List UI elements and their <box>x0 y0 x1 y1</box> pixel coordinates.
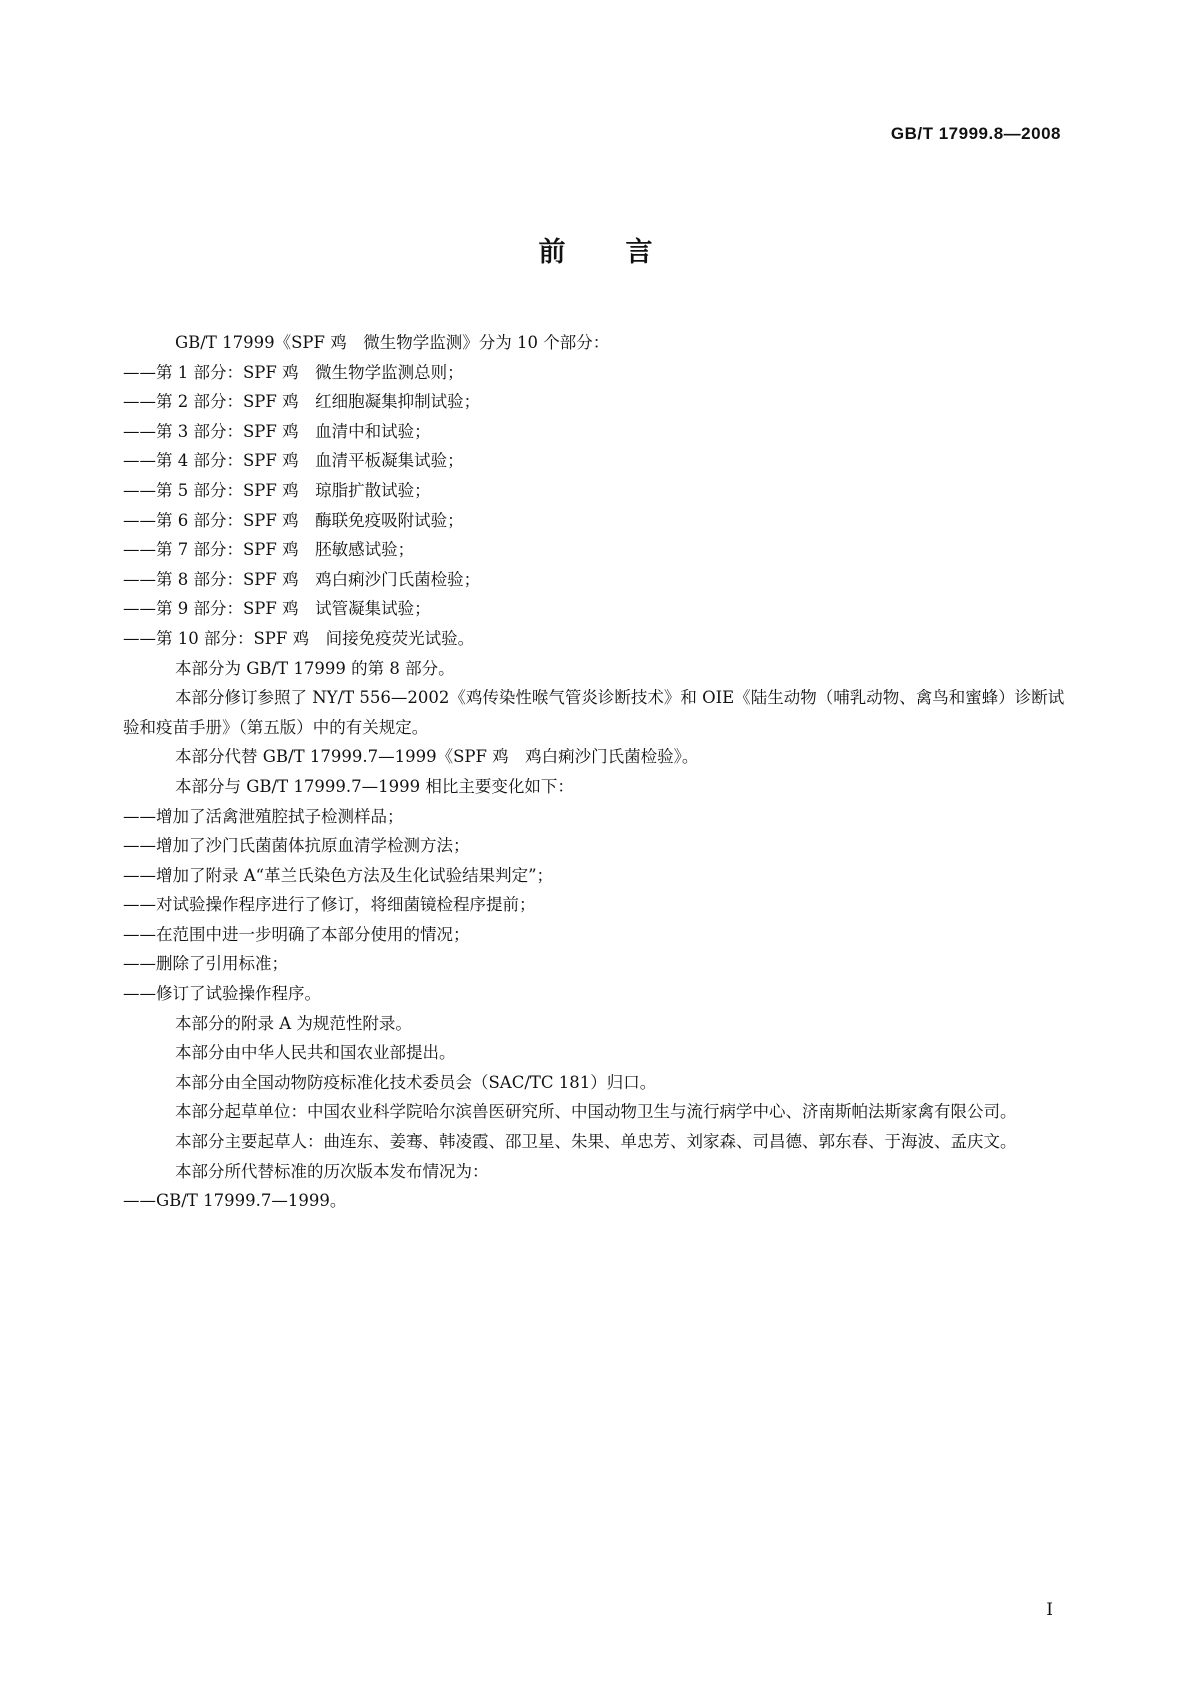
intro-paragraph: GB/T 17999《SPF 鸡 微生物学监测》分为 10 个部分： <box>175 333 610 352</box>
drafters-paragraph: 本部分主要起草人：曲连东、姜骞、韩凌霞、邵卫星、朱果、单忠芳、刘家森、司昌德、郭东春、于海波、孟庆文。 <box>175 1132 1017 1152</box>
change-list-item: ——修订了试验操作程序。 <box>123 984 321 1004</box>
standard-number: GB/T 17999.8—2008 <box>890 124 1061 143</box>
part-list-item: ——第 5 部分：SPF 鸡 琼脂扩散试验； <box>123 480 431 500</box>
history-intro-paragraph: 本部分所代替标准的历次版本发布情况为： <box>175 1161 489 1181</box>
change-list-item: ——增加了活禽泄殖腔拭子检测样品； <box>123 806 404 826</box>
part-list-item: ——第 6 部分：SPF 鸡 酶联免疫吸附试验； <box>123 510 464 530</box>
change-list-item: ——增加了沙门氏菌菌体抗原血清学检测方法； <box>123 836 470 856</box>
change-list-item: ——删除了引用标准； <box>123 954 288 974</box>
changes-intro-paragraph: 本部分与 GB/T 17999.7—1999 相比主要变化如下： <box>175 776 574 796</box>
part-list-item: ——第 7 部分：SPF 鸡 胚敏感试验； <box>123 540 415 560</box>
part-list-item: ——第 3 部分：SPF 鸡 血清中和试验； <box>123 421 431 441</box>
reference-paragraph: 本部分修订参照了 NY/T 556—2002《鸡传染性喉气管炎诊断技术》和 OIE《陆生动物（哺乳动物、禽鸟和蜜蜂）诊断试验和疫苗手册》（第五版）中的有关规定。 <box>123 688 1065 737</box>
change-list-item: ——在范围中进一步明确了本部分使用的情况； <box>123 924 470 944</box>
history-list-item: ——GB/T 17999.7—1999。 <box>123 1191 347 1211</box>
part-list-item: ——第 10 部分：SPF 鸡 间接免疫荧光试验。 <box>123 628 475 648</box>
change-list-item: ——增加了附录 A“革兰氏染色方法及生化试验结果判定”； <box>123 865 554 885</box>
page-title: 前言 <box>538 237 713 268</box>
proposed-paragraph: 本部分由中华人民共和国农业部提出。 <box>175 1043 456 1063</box>
part-of-paragraph: 本部分为 GB/T 17999 的第 8 部分。 <box>175 658 455 678</box>
part-list-item: ——第 1 部分：SPF 鸡 微生物学监测总则； <box>123 362 464 382</box>
part-list-item: ——第 9 部分：SPF 鸡 试管凝集试验； <box>123 599 431 619</box>
change-list-item: ——对试验操作程序进行了修订，将细菌镜检程序提前； <box>123 895 536 915</box>
part-list-item: ——第 2 部分：SPF 鸡 红细胞凝集抑制试验； <box>123 392 481 412</box>
page-number: I <box>1046 1600 1053 1620</box>
replaces-paragraph: 本部分代替 GB/T 17999.7—1999《SPF 鸡 鸡白痢沙门氏菌检验》。 <box>175 747 699 767</box>
centralized-paragraph: 本部分由全国动物防疫标准化技术委员会（SAC/TC 181）归口。 <box>175 1072 657 1092</box>
part-list-item: ——第 4 部分：SPF 鸡 血清平板凝集试验； <box>123 451 464 471</box>
drafting-units-paragraph: 本部分起草单位：中国农业科学院哈尔滨兽医研究所、中国动物卫生与流行病学中心、济南斯帕法斯家禽有限公司。 <box>175 1102 1017 1122</box>
annex-paragraph: 本部分的附录 A 为规范性附录。 <box>175 1013 412 1033</box>
part-list-item: ——第 8 部分：SPF 鸡 鸡白痢沙门氏菌检验； <box>123 569 481 589</box>
foreword-body <box>123 328 1075 1216</box>
